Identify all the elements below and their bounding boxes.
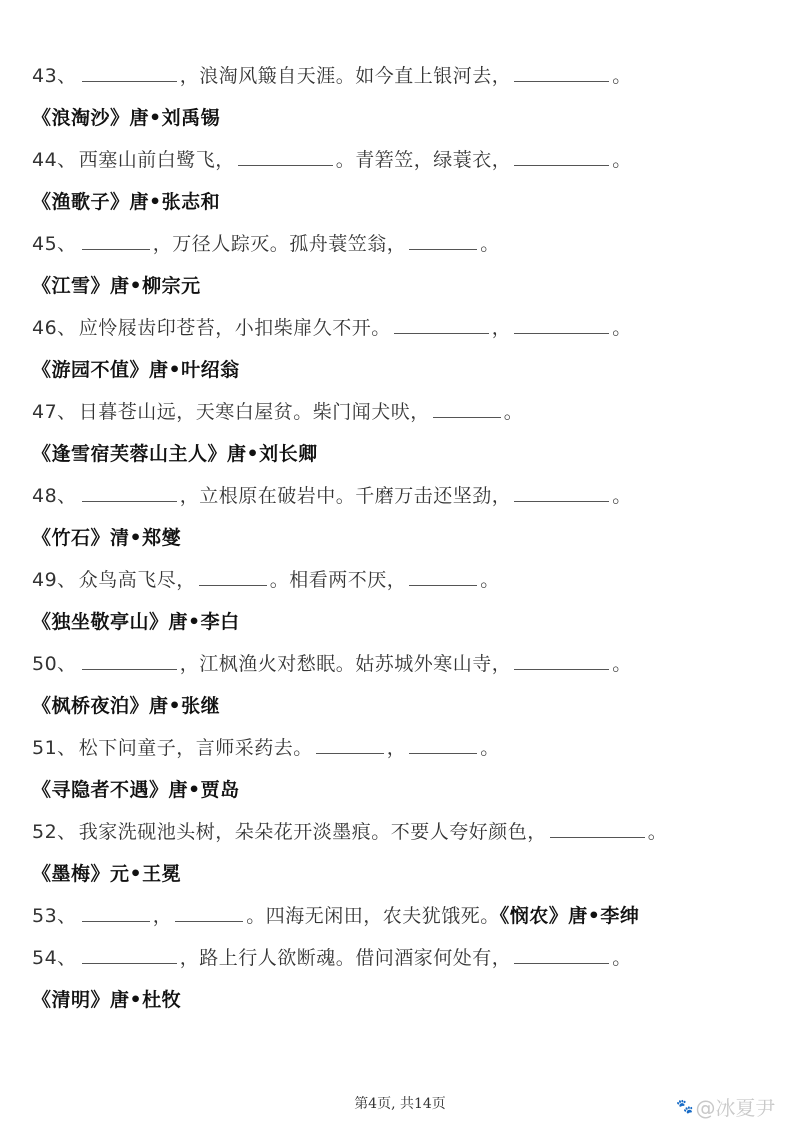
question-text: ， — [491, 317, 512, 339]
question-text: 应怜屐齿印苍苔，小扣柴扉久不开。 — [78, 317, 391, 339]
poem-source: 《墨梅》元•王冕 — [32, 863, 182, 885]
question-text: 。相看两不厌， — [269, 569, 407, 591]
answer-blank[interactable] — [514, 61, 609, 82]
answer-blank[interactable] — [514, 313, 609, 334]
poem-source: 《枫桥夜泊》唐•张继 — [32, 695, 221, 717]
answer-blank[interactable] — [550, 817, 645, 838]
question-text: ，路上行人欲断魂。借问酒家何处有， — [179, 947, 512, 969]
answer-blank[interactable] — [82, 481, 177, 502]
watermark-text: @冰夏尹 — [695, 1096, 776, 1120]
question-text: 众鸟高飞尽， — [78, 569, 196, 591]
question-text: 。 — [612, 947, 632, 969]
poem-source: 《清明》唐•杜牧 — [32, 989, 182, 1011]
answer-blank[interactable] — [514, 943, 609, 964]
question-number: 46、 — [32, 317, 77, 339]
question-number: 48、 — [32, 485, 77, 507]
poem-source: 《逢雪宿芙蓉山主人》唐•刘长卿 — [32, 443, 318, 465]
question-number: 52、 — [32, 821, 77, 843]
answer-blank[interactable] — [433, 397, 501, 418]
answer-blank[interactable] — [409, 229, 477, 250]
question-line — [32, 564, 772, 606]
question-line — [32, 480, 772, 522]
poem-source: 《竹石》清•郑燮 — [32, 527, 182, 549]
answer-blank[interactable] — [199, 565, 267, 586]
question-text: ，立根原在破岩中。千磨万击还坚劲， — [179, 485, 512, 507]
question-text: 我家洗砚池头树，朵朵花开淡墨痕。不要人夸好颜色， — [78, 821, 547, 843]
answer-blank[interactable] — [82, 901, 150, 922]
question-text: 。 — [480, 569, 500, 591]
answer-blank[interactable] — [394, 313, 489, 334]
question-text: 。青箬笠，绿蓑衣， — [335, 149, 512, 171]
question-text: 松下问童子，言师采药去。 — [78, 737, 313, 759]
question-text: ， — [152, 905, 173, 927]
answer-blank[interactable] — [409, 733, 477, 754]
poem-source: 《寻隐者不遇》唐•贾岛 — [32, 779, 240, 801]
page-number: 第4页, 共14页 — [354, 1096, 446, 1112]
question-text: 日暮苍山远，天寒白屋贫。柴门闻犬吠， — [78, 401, 430, 423]
question-number: 53、 — [32, 905, 77, 927]
question-number: 47、 — [32, 401, 77, 423]
question-text: 西塞山前白鹭飞， — [78, 149, 235, 171]
answer-blank[interactable] — [514, 481, 609, 502]
question-text: 。四海无闲田，农夫犹饿死。 — [246, 905, 500, 927]
question-number: 45、 — [32, 233, 77, 255]
question-number: 50、 — [32, 653, 77, 675]
poem-source: 《游园不值》唐•叶绍翁 — [32, 359, 240, 381]
question-number: 49、 — [32, 569, 77, 591]
question-number: 54、 — [32, 947, 77, 969]
question-line — [32, 732, 772, 774]
question-text: ，浪淘风簸自天涯。如今直上银河去， — [179, 65, 512, 87]
answer-blank[interactable] — [82, 61, 177, 82]
question-text: 。 — [480, 233, 500, 255]
question-text: 。 — [612, 317, 632, 339]
question-text: 。 — [612, 485, 632, 507]
answer-blank[interactable] — [238, 145, 333, 166]
question-line — [32, 396, 772, 438]
question-line — [32, 60, 772, 102]
question-number: 51、 — [32, 737, 77, 759]
question-text: ，江枫渔火对愁眠。姑苏城外寒山寺， — [179, 653, 512, 675]
poem-source: 《江雪》唐•柳宗元 — [32, 275, 201, 297]
answer-blank[interactable] — [316, 733, 384, 754]
question-line — [32, 900, 772, 942]
question-text: ， — [386, 737, 407, 759]
worksheet — [32, 60, 772, 1026]
question-text: ，万径人踪灭。孤舟蓑笠翁， — [152, 233, 407, 255]
answer-blank[interactable] — [82, 229, 150, 250]
question-line — [32, 144, 772, 186]
poem-source: 《渔歌子》唐•张志和 — [32, 191, 221, 213]
answer-blank[interactable] — [175, 901, 243, 922]
question-text: 。 — [480, 737, 500, 759]
poem-source: 《悯农》唐•李绅 — [499, 905, 640, 927]
poem-source: 《独坐敬亭山》唐•李白 — [32, 611, 240, 633]
answer-blank[interactable] — [409, 565, 477, 586]
answer-blank[interactable] — [82, 649, 177, 670]
poem-source: 《浪淘沙》唐•刘禹锡 — [32, 107, 221, 129]
question-number: 43、 — [32, 65, 77, 87]
question-text: 。 — [503, 401, 524, 423]
question-text: 。 — [612, 65, 632, 87]
question-line — [32, 648, 772, 690]
watermark — [676, 1092, 775, 1121]
question-number: 44、 — [32, 149, 77, 171]
answer-blank[interactable] — [514, 145, 609, 166]
question-line — [32, 312, 772, 354]
question-text: 。 — [612, 149, 632, 171]
paw-icon: 🐾 — [676, 1098, 694, 1115]
question-text: 。 — [612, 653, 632, 675]
question-text: 。 — [647, 821, 668, 843]
question-line — [32, 228, 772, 270]
question-line — [32, 816, 772, 858]
answer-blank[interactable] — [82, 943, 177, 964]
question-line — [32, 942, 772, 984]
answer-blank[interactable] — [514, 649, 609, 670]
